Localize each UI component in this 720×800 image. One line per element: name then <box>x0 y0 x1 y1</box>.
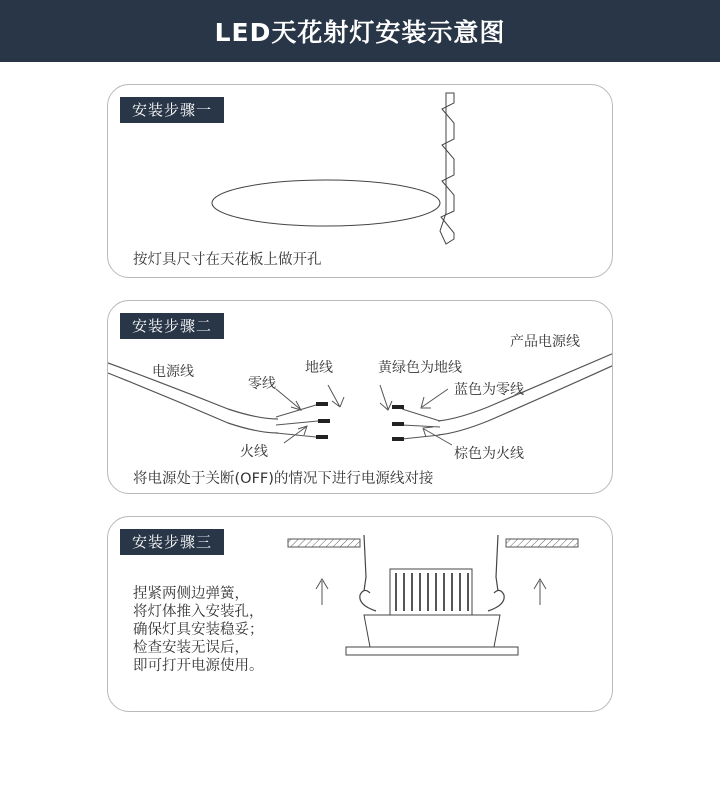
step-1-card <box>107 84 613 278</box>
instruction-line: 确保灯具安装稳妥； <box>133 622 264 638</box>
step-3-card <box>107 516 613 712</box>
mains-live-wire-end <box>316 435 328 439</box>
clip-left <box>360 590 376 611</box>
label-mains: 电源线 <box>152 364 194 380</box>
spring-left <box>364 535 366 591</box>
label-live: 火线 <box>240 444 268 460</box>
instruction-line: 将灯体推入安装孔， <box>133 604 264 620</box>
label-neutral: 零线 <box>248 376 276 392</box>
label-blue: 蓝色为零线 <box>454 382 524 398</box>
ceiling-hole-ellipse <box>212 180 440 226</box>
clip-right <box>488 590 504 611</box>
lamp-bezel <box>346 647 518 655</box>
instruction-line: 捏紧两侧边弹簧， <box>133 586 249 602</box>
neutral-arrow <box>276 389 300 409</box>
spring-right <box>496 535 498 591</box>
blue-arrow <box>421 389 448 408</box>
earth-arrow <box>328 385 344 407</box>
product-live-wire-end <box>392 437 404 441</box>
label-product-power: 产品电源线 <box>510 334 580 350</box>
lamp-body <box>364 615 500 647</box>
mains-earth-wire-end <box>316 402 328 406</box>
mains-neutral-wire-end <box>318 419 330 423</box>
page-title: LED天花射灯安装示意图 <box>214 18 506 47</box>
label-earth: 地线 <box>305 360 333 376</box>
product-neutral-wire-end <box>392 422 404 426</box>
step-2-badge: 安装步骤二 <box>120 313 224 339</box>
step-2-card <box>107 300 613 494</box>
instruction-line: 即可打开电源使用。 <box>133 658 264 674</box>
yellow-green-arrow <box>380 385 392 410</box>
label-yellow-green: 黄绿色为地线 <box>378 360 462 376</box>
step-1-badge: 安装步骤一 <box>120 97 224 123</box>
ceiling-right <box>506 539 578 547</box>
ceiling-cutaway <box>440 93 454 244</box>
step-3-badge: 安装步骤三 <box>120 529 224 555</box>
step-1-caption: 按灯具尺寸在天花板上做开孔 <box>133 252 322 268</box>
push-arrow-right <box>534 579 546 605</box>
label-brown: 棕色为火线 <box>454 446 524 462</box>
instruction-line: 检查安装无误后， <box>133 640 249 656</box>
push-arrow-left <box>316 579 328 605</box>
step-3-instructions <box>133 585 264 675</box>
step-2-caption: 将电源处于关断(OFF)的情况下进行电源线对接 <box>133 471 434 487</box>
ceiling-left <box>288 539 360 547</box>
header-banner <box>0 0 720 62</box>
product-earth-wire-end <box>392 405 404 409</box>
